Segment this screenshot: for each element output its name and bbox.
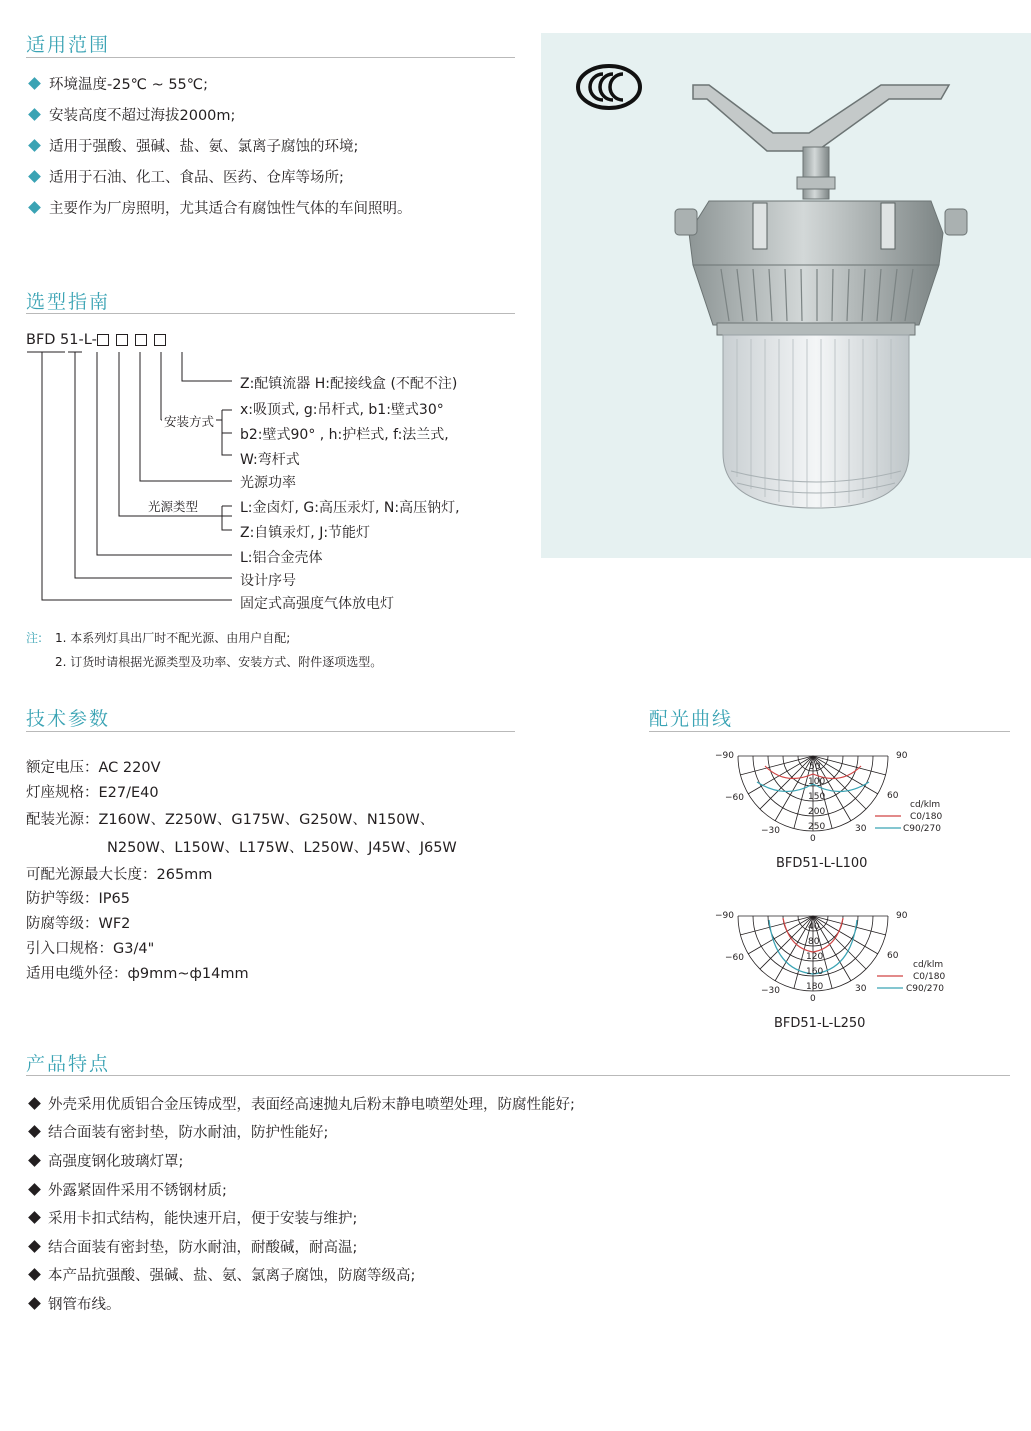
svg-text:0: 0 bbox=[810, 994, 816, 1004]
param-lamps: 配装光源：Z160W、Z250W、G175W、G250W、N150W、 bbox=[26, 812, 435, 828]
svg-text:50: 50 bbox=[809, 762, 821, 772]
scope-item: 环境温度-25℃ ~ 55℃; bbox=[26, 68, 412, 99]
svg-text:C0/180: C0/180 bbox=[910, 812, 943, 822]
curves-rule bbox=[649, 731, 1010, 732]
svg-text:−30: −30 bbox=[761, 986, 780, 996]
param-cable: 适用电缆外径：ф9mm~ф14mm bbox=[26, 966, 249, 982]
scope-item: 适用于石油、化工、食品、医药、仓库等场所; bbox=[26, 161, 412, 192]
feature-list bbox=[26, 1089, 575, 1318]
feature-item: 结合面装有密封垫，防水耐油，耐酸碱，耐高温; bbox=[26, 1232, 575, 1261]
param-lamps-cont: N250W、L150W、L175W、L250W、J45W、J65W bbox=[107, 840, 457, 856]
guide-label-mount-2: b2:壁式90° , h:护栏式, f:法兰式, bbox=[240, 427, 449, 443]
feature-item: 结合面装有密封垫，防水耐油，防护性能好; bbox=[26, 1118, 575, 1147]
guide-label-mount-1: x:吸顶式, g:吊杆式, b1:壁式30° bbox=[240, 402, 444, 418]
param-max-length: 可配光源最大长度：265mm bbox=[26, 867, 213, 883]
scope-item: 安装高度不超过海拔2000m; bbox=[26, 99, 412, 130]
feature-item: 高强度钢化玻璃灯罩; bbox=[26, 1146, 575, 1175]
param-voltage: 额定电压：AC 220V bbox=[26, 760, 161, 776]
svg-text:100: 100 bbox=[808, 777, 826, 787]
svg-text:−30: −30 bbox=[761, 826, 780, 836]
guide-label-lamp-1: L:金卤灯, G:高压汞灯, N:高压钠灯, bbox=[240, 500, 460, 516]
guide-label-ballast: Z:配镇流器 H:配接线盒 (不配不注) bbox=[240, 376, 458, 392]
diamond-bullet-icon bbox=[28, 1154, 41, 1167]
svg-text:30: 30 bbox=[855, 824, 867, 834]
guide-label-serial: 设计序号 bbox=[240, 573, 296, 589]
diamond-bullet-icon bbox=[28, 1240, 41, 1253]
diagram-caption: BFD51-L-L250 bbox=[774, 1016, 866, 1031]
svg-text:cd/klm: cd/klm bbox=[913, 960, 944, 970]
curves-title: 配光曲线 bbox=[649, 708, 734, 730]
feature-item: 采用卡扣式结构，能快速开启，便于安装与维护; bbox=[26, 1203, 575, 1232]
guide-label-power: 光源功率 bbox=[240, 475, 296, 491]
scope-item: 适用于强酸、强碱、盐、氨、氯离子腐蚀的环境; bbox=[26, 130, 412, 161]
tech-rule bbox=[26, 731, 515, 732]
guide-label-mount-3: W:弯杆式 bbox=[240, 452, 300, 468]
param-wf: 防腐等级：WF2 bbox=[26, 916, 131, 932]
features-rule bbox=[26, 1075, 1010, 1076]
feature-item: 本产品抗强酸、强碱、盐、氨、氯离子腐蚀，防腐等级高; bbox=[26, 1261, 575, 1290]
feature-item: 外壳采用优质铝合金压铸成型，表面经高速抛丸后粉末静电喷塑处理，防腐性能好; bbox=[26, 1089, 575, 1118]
diamond-bullet-icon bbox=[28, 1268, 41, 1281]
svg-text:40: 40 bbox=[808, 922, 820, 932]
guide-tag-mount: 安装方式 bbox=[164, 414, 215, 429]
scope-item: 主要作为厂房照明，尤其适合有腐蚀性气体的车间照明。 bbox=[26, 192, 412, 223]
svg-text:180: 180 bbox=[806, 982, 824, 992]
guide-tag-lamp: 光源类型 bbox=[148, 499, 199, 514]
svg-text:−60: −60 bbox=[725, 793, 744, 803]
svg-text:−60: −60 bbox=[725, 953, 744, 963]
light-distribution-diagram bbox=[705, 904, 965, 1004]
svg-text:C90/270: C90/270 bbox=[903, 824, 941, 834]
svg-text:cd/klm: cd/klm bbox=[910, 800, 941, 810]
light-distribution-diagram bbox=[705, 744, 965, 844]
model-code: BFD 51-L- bbox=[26, 332, 173, 348]
param-ip: 防护等级：IP65 bbox=[26, 891, 130, 907]
guide-label-shell: L:铝合金壳体 bbox=[240, 550, 323, 566]
tech-title: 技术参数 bbox=[26, 708, 111, 730]
svg-text:60: 60 bbox=[887, 951, 899, 961]
diamond-bullet-icon bbox=[28, 1211, 41, 1224]
svg-text:−90: −90 bbox=[715, 911, 734, 921]
svg-text:120: 120 bbox=[806, 952, 824, 962]
diamond-bullet-icon bbox=[28, 1297, 41, 1310]
svg-text:160: 160 bbox=[806, 967, 824, 977]
svg-text:250: 250 bbox=[808, 822, 826, 832]
features-title: 产品特点 bbox=[26, 1053, 111, 1075]
svg-text:60: 60 bbox=[887, 791, 899, 801]
svg-text:30: 30 bbox=[855, 984, 867, 994]
feature-item: 钢管布线。 bbox=[26, 1289, 575, 1318]
diamond-bullet-icon bbox=[28, 1183, 41, 1196]
guide-label-type: 固定式高强度气体放电灯 bbox=[240, 596, 394, 612]
svg-text:90: 90 bbox=[896, 751, 908, 761]
diagram-caption: BFD51-L-L100 bbox=[776, 856, 868, 871]
note-item: 2. 订货时请根据光源类型及功率、安装方式、附件逐项选型。 bbox=[55, 655, 383, 669]
svg-text:200: 200 bbox=[808, 807, 826, 817]
guide-title: 选型指南 bbox=[26, 291, 111, 313]
note-item: 1. 本系列灯具出厂时不配光源、由用户自配; bbox=[55, 631, 291, 645]
note-prefix: 注: bbox=[26, 631, 43, 645]
svg-text:80: 80 bbox=[808, 937, 820, 947]
svg-text:0: 0 bbox=[810, 834, 816, 844]
svg-text:90: 90 bbox=[896, 911, 908, 921]
param-inlet: 引入口规格：G3/4" bbox=[26, 941, 155, 957]
diamond-bullet-icon bbox=[28, 1097, 41, 1110]
svg-text:C90/270: C90/270 bbox=[906, 984, 944, 994]
guide-label-lamp-2: Z:自镇汞灯, J:节能灯 bbox=[240, 525, 371, 541]
svg-text:−90: −90 bbox=[715, 751, 734, 761]
param-socket: 灯座规格：E27/E40 bbox=[26, 785, 159, 801]
diamond-bullet-icon bbox=[28, 1126, 41, 1139]
svg-text:C0/180: C0/180 bbox=[913, 972, 946, 982]
svg-text:150: 150 bbox=[808, 792, 826, 802]
scope-title: 适用范围 bbox=[26, 34, 111, 56]
feature-item: 外露紧固件采用不锈钢材质; bbox=[26, 1175, 575, 1204]
